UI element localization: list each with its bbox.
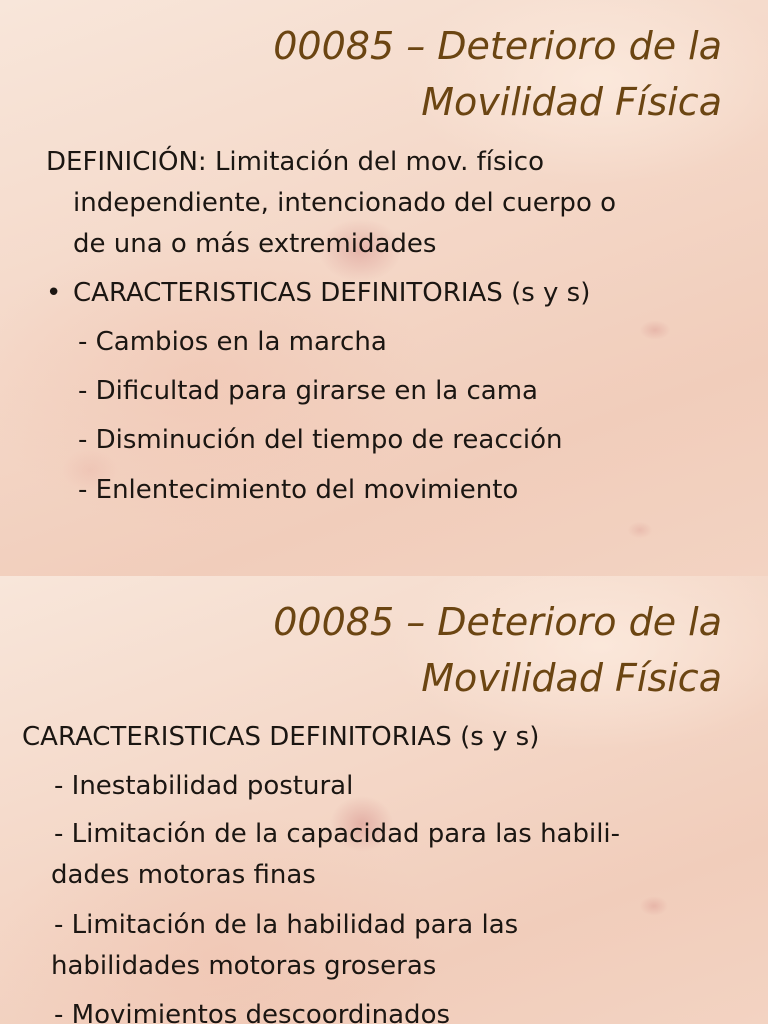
list-item [54,766,353,807]
list-item: - Disminución del tiempo de reacción [78,425,563,455]
list-item: - Cambios en la marcha [78,327,387,357]
list-item-line-2: dades motoras finas [51,860,316,890]
slide-title [273,18,722,130]
list-item [54,995,450,1024]
slide-title-line-1: 00085 – Deterioro de la [273,600,722,644]
slide-title [273,594,722,706]
slide-title-line-2: Movilidad Física [421,656,722,700]
characteristics-heading-text: CARACTERISTICAS DEFINITORIAS (s y s) [73,278,591,308]
list-item [51,814,621,896]
list-item-line-1: - Limitación de la capacidad para las habili- [54,819,621,849]
slide-2 [0,576,768,1024]
list-item-line-2: habilidades motoras groseras [51,951,437,981]
list-item: - Enlentecimiento del movimiento [78,475,519,505]
slide-title-line-1: 00085 – Deterioro de la [273,24,722,68]
definition-line-3: de una o más extremidades [73,229,437,259]
list-item-line-1: - Inestabilidad postural [54,771,354,801]
list-item [51,905,519,987]
characteristics-heading: CARACTERISTICAS DEFINITORIAS (s y s) [22,722,540,752]
characteristics-heading [46,273,590,314]
definition-line-1: DEFINICIÓN: Limitación del mov. físico [46,147,544,177]
definition-line-2: independiente, intencionado del cuerpo o [73,188,617,218]
list-item-line-1: - Limitación de la habilidad para las [54,910,519,940]
definition-paragraph [46,142,616,265]
list-item-line-1: - Movimientos descoordinados [54,1000,451,1024]
slide-title-line-2: Movilidad Física [421,80,722,124]
bullet-point: • [46,278,62,308]
list-item: - Dificultad para girarse en la cama [78,376,538,406]
